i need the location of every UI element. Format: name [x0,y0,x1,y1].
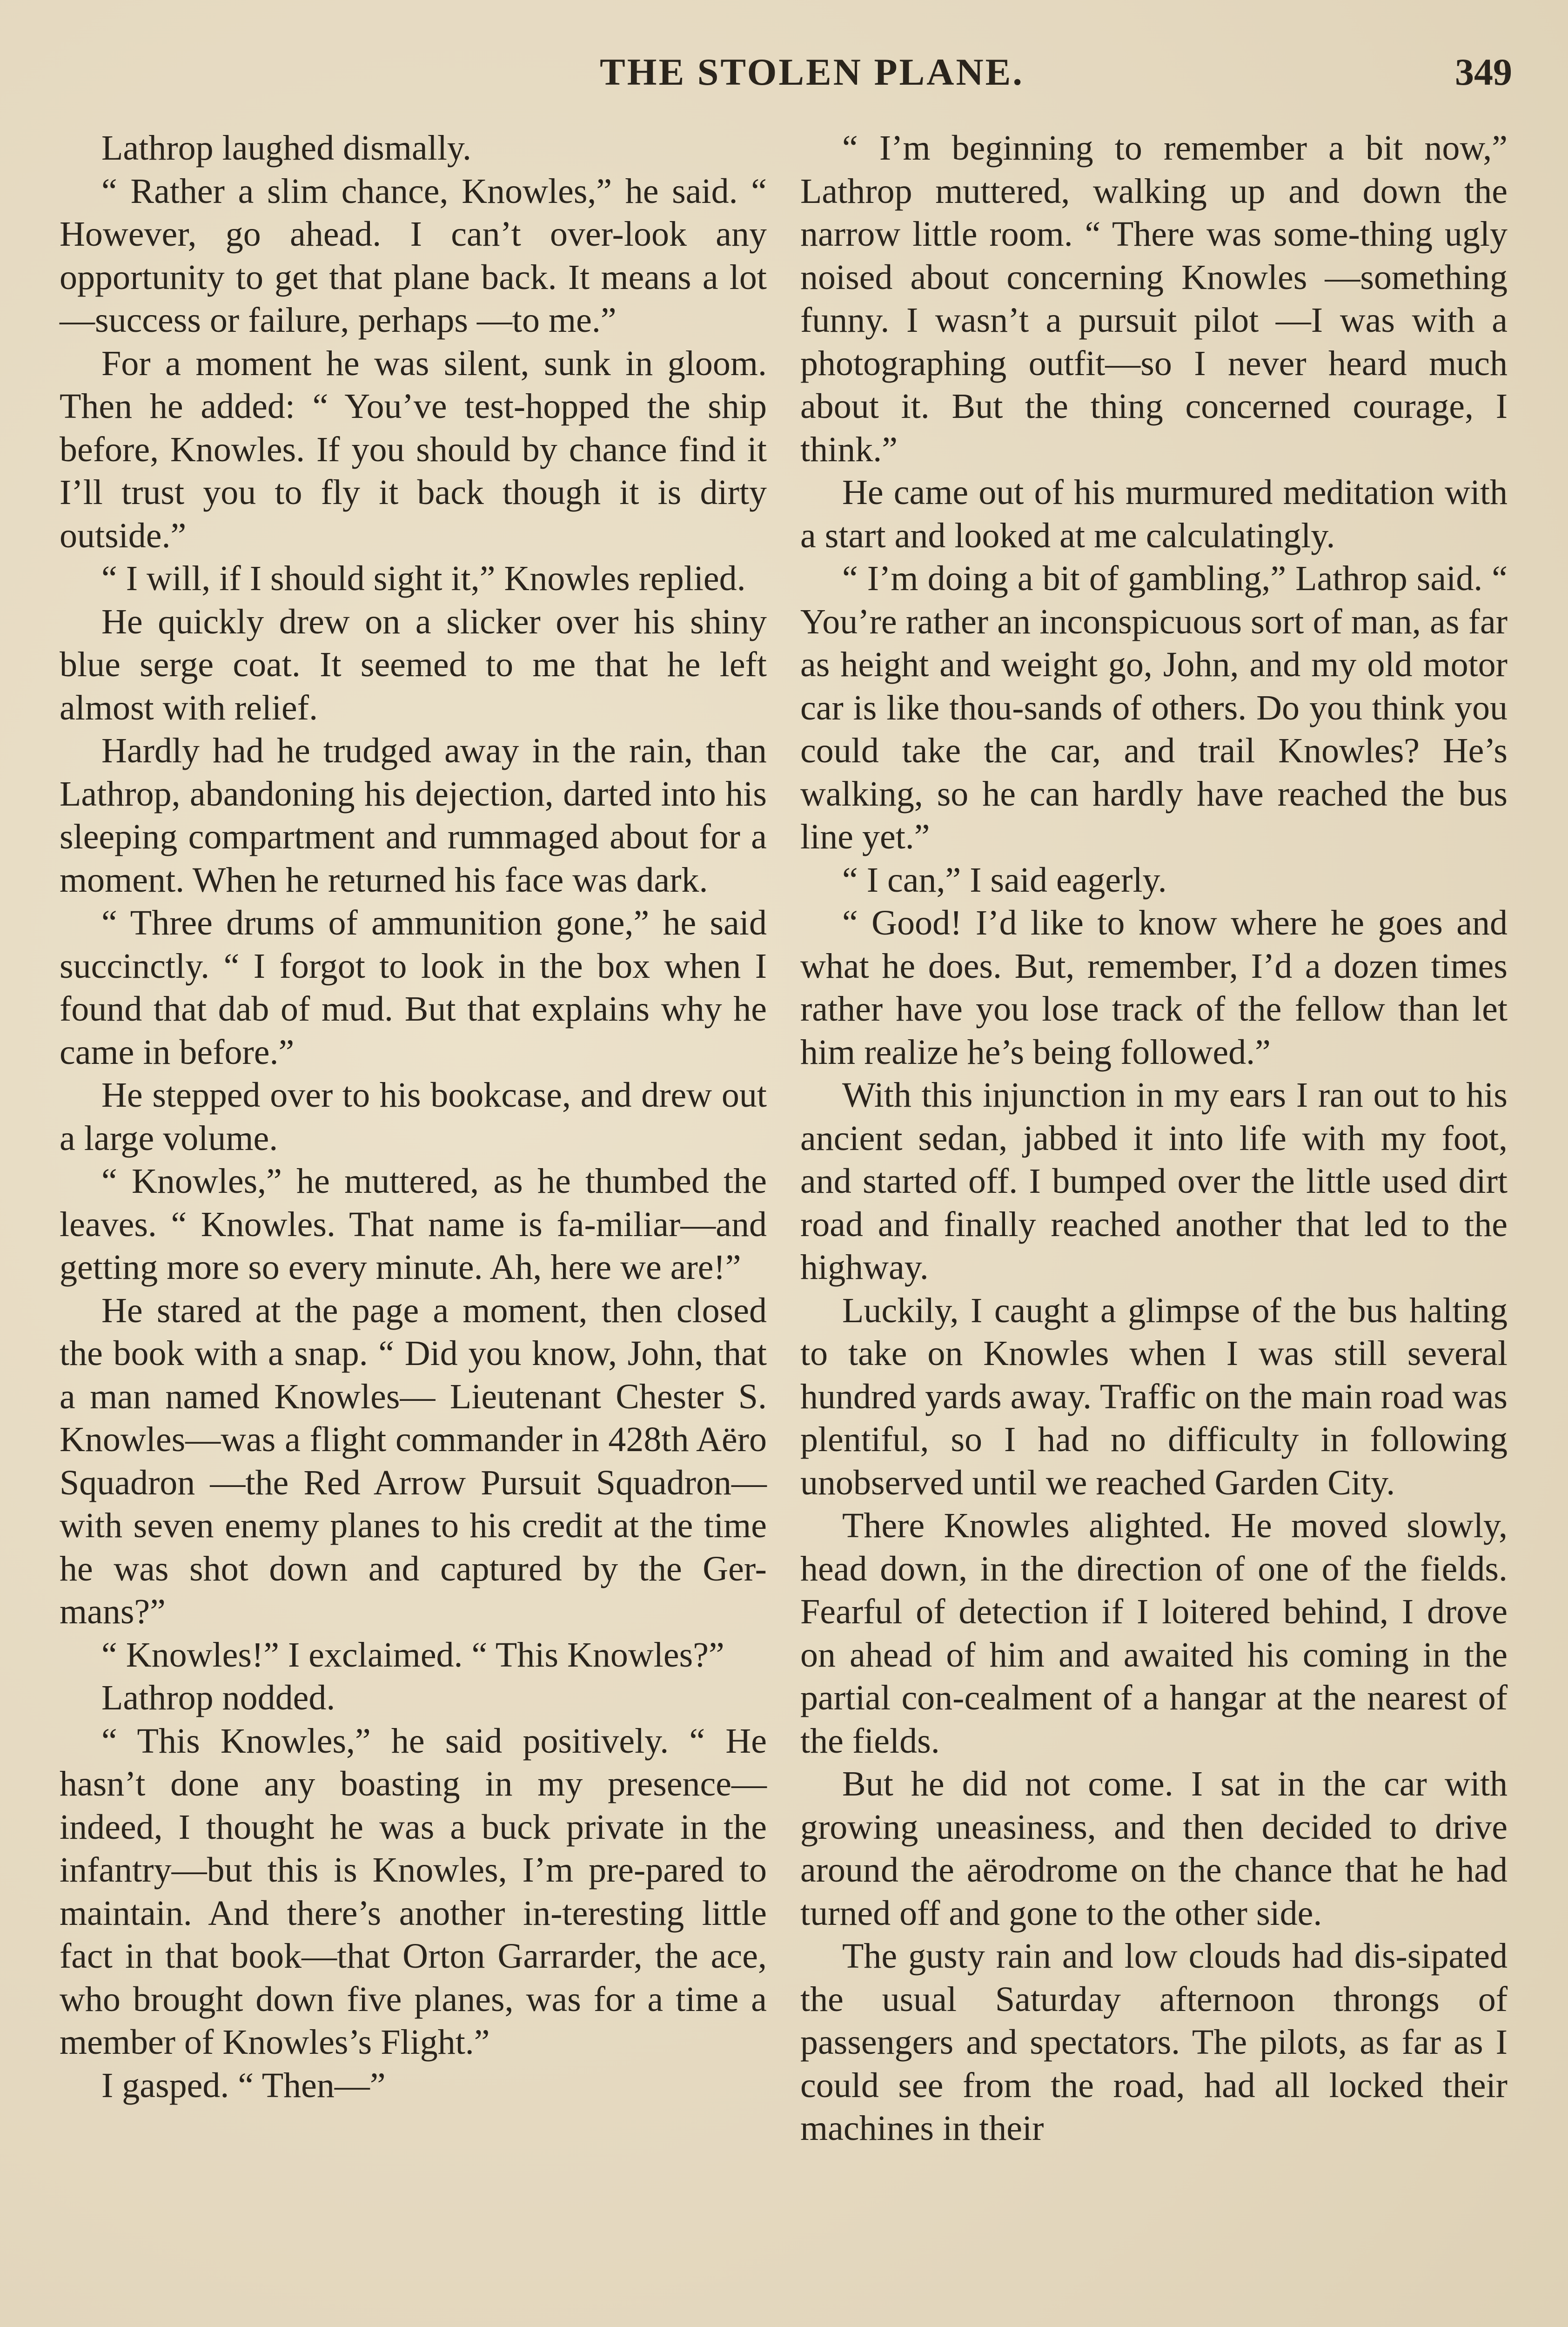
paragraph: “ I’m beginning to remember a bit now,” Lathrop muttered, walking up and down the narrow little room. “ There was some-thing ugly noised about concerning Knowles —something funny. I wasn’t a pursuit pilot —I was with a photographing outfit—so I never heard much about it. But the thing concerned courage, I think.” [800,128,1508,469]
paragraph: But he did not come. I sat in the car with growing uneasiness, and then decided to drive around the aërodrome on the chance that he had turned off and gone to the other side. [800,1764,1508,1933]
paragraph: “ Rather a slim chance, Knowles,” he said. “ However, go ahead. I can’t over-look any opportunity to get that plane back. It means a lot—success or failure, perhaps —to me.” [60,171,767,340]
paragraph: Luckily, I caught a glimpse of the bus halting to take on Knowles when I was still several hundred yards away. Traffic on the main road was plentiful, so I had no difficulty in following unobserved until we reached Garden City. [800,1291,1508,1502]
paragraph: “ Knowles,” he muttered, as he thumbed the leaves. “ Knowles. That name is fa-miliar—and getting more so every minute. Ah, here we are!” [60,1162,767,1287]
right-column [800,127,1508,2150]
paragraph: Lathrop laughed dismally. [101,128,471,168]
paragraph: Hardly had he trudged away in the rain, than Lathrop, abandoning his dejection, darted into his sleeping compartment and rummaged about for a moment. When he returned his face was dark. [60,731,767,900]
paragraph: “ Good! I’d like to know where he goes and what he does. But, remember, I’d a dozen times rather have you lose track of the fellow than let him realize he’s being followed.” [800,903,1508,1072]
page-number: 349 [1455,51,1512,93]
paragraph: I gasped. “ Then—” [101,2065,386,2105]
paragraph: For a moment he was silent, sunk in gloom. Then he added: “ You’ve test-hopped the ship before, Knowles. If you should by chance find it I’ll trust you to fly it back though it is dirty outside.” [60,343,767,555]
paragraph: “ I will, if I should sight it,” Knowles replied. [101,559,746,598]
running-title: THE STOLEN PLANE. [600,51,1024,93]
paragraph: “ I can,” I said eagerly. [842,860,1167,900]
paragraph: “ I’m doing a bit of gambling,” Lathrop said. “ You’re rather an inconspicuous sort of man, as far as height and weight go, John, and my old motor car is like thou-sands of others. Do you think you could take the car, and trail Knowles? He’s walking, so he can hardly have reached the bus line yet.” [800,559,1508,856]
paragraph: “ Three drums of ammunition gone,” he said succinctly. “ I forgot to look in the box when I found that dab of mud. But that explains why he came in before.” [60,903,767,1072]
left-column [60,127,767,2107]
paragraph: Lathrop nodded. [101,1678,335,1717]
paragraph: “ Knowles!” I exclaimed. “ This Knowles?” [101,1635,724,1675]
page-header [56,47,1512,98]
paragraph: He came out of his murmured meditation with a start and looked at me calculatingly. [800,473,1508,555]
paragraph: With this injunction in my ears I ran out to his ancient sedan, jabbed it into life with my foot, and started off. I bumped over the little used dirt road and finally reached another that led to the highway. [800,1076,1508,1287]
paragraph: The gusty rain and low clouds had dis-sipated the usual Saturday afternoon throngs of passengers and spectators. The pilots, as far as I could see from the road, had all locked their machines in their [800,1937,1508,2148]
paragraph: He stepped over to his bookcase, and drew out a large volume. [60,1076,767,1158]
paragraph: There Knowles alighted. He moved slowly, head down, in the direction of one of the fields. Fearful of detection if I loitered behind, I drove on ahead of him and awaited his coming in the partial con-cealment of a hangar at the nearest of the fields. [800,1506,1508,1761]
paragraph: “ This Knowles,” he said positively. “ He hasn’t done any boasting in my presence— indeed, I thought he was a buck private in the infantry—but this is Knowles, I’m pre-pared to maintain. And there’s another in-teresting little fact in that book—that Orton Garrarder, the ace, who brought down five planes, was for a time a member of Knowles’s Flight.” [60,1721,767,2062]
paragraph: He quickly drew on a slicker over his shiny blue serge coat. It seemed to me that he left almost with relief. [60,602,767,727]
paragraph: He stared at the page a moment, then closed the book with a snap. “ Did you know, John, that a man named Knowles— Lieutenant Chester S. Knowles—was a flight commander in 428th Aëro Squadron —the Red Arrow Pursuit Squadron—with seven enemy planes to his credit at the time he was shot down and captured by the Ger-mans?” [60,1291,767,1631]
